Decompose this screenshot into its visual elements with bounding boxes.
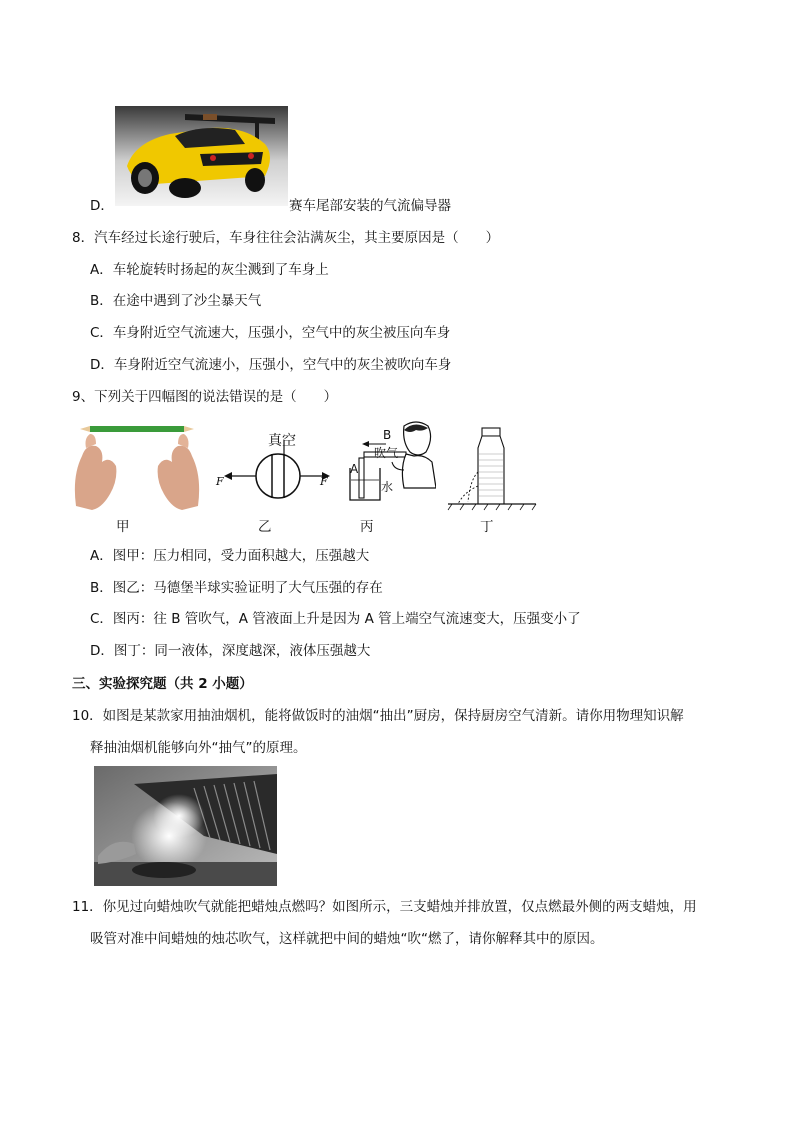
q8-option-b: B．在途中遇到了沙尘暴天气 — [90, 293, 262, 309]
fig-label-jia: 甲 — [116, 519, 130, 535]
q9-option-a: A．图甲：压力相同，受力面积越大，压强越大 — [90, 548, 370, 564]
fig-label-yi: 乙 — [258, 519, 272, 535]
fig-yi-force-right: F — [320, 475, 328, 488]
fig-bing-label-water: 水 — [381, 480, 394, 494]
q11-line1: 11．你见过向蜡烛吹气就能把蜡烛点燃吗？如图所示，三支蜡烛并排放置，仅点燃最外侧的两支蜡烛，用 — [72, 899, 697, 915]
fig-bing-label-b: B — [383, 428, 392, 442]
fig-jia-pencil-hands — [72, 416, 202, 510]
q8-stem: 8．汽车经过长途行驶后，车身往往会沾满灰尘，其主要原因是（ ） — [72, 230, 500, 246]
q8-option-c: C．车身附近空气流速大，压强小，空气中的灰尘被压向车身 — [90, 325, 451, 341]
fig-yi-force-left: F — [216, 475, 224, 488]
range-hood-photo — [94, 766, 277, 886]
q8-option-d: D．车身附近空气流速小，压强小，空气中的灰尘被吹向车身 — [90, 357, 452, 373]
q8-option-a: A．车轮旋转时扬起的灰尘溅到了车身上 — [90, 262, 329, 278]
race-car-photo — [115, 106, 288, 206]
fig-bing-label-a: A — [350, 462, 359, 476]
fig-label-bing: 丙 — [360, 519, 374, 535]
fig-label-ding: 丁 — [480, 519, 494, 535]
q10-line1: 10．如图是某款家用抽油烟机，能将做饭时的油烟“抽出”厨房，保持厨房空气清新。请你用物理知识解 — [72, 708, 684, 724]
fig-bing-label-blow: 吹气 — [374, 446, 399, 460]
q7-option-d-letter: D． — [90, 198, 114, 214]
q9-option-d: D．图丁：同一液体，深度越深，液体压强越大 — [90, 643, 371, 659]
section-heading: 三、实验探究题（共 2 小题） — [72, 676, 253, 692]
q9-stem: 9、下列关于四幅图的说法错误的是（ ） — [72, 389, 338, 405]
q7-option-d-text: 赛车尾部安装的气流偏导器 — [289, 198, 451, 214]
fig-ding-bottle — [444, 424, 544, 512]
q9-option-b: B．图乙：马德堡半球实验证明了大气压强的存在 — [90, 580, 383, 596]
q10-line2: 释抽油烟机能够向外“抽气”的原理。 — [90, 740, 307, 756]
q11-line2: 吸管对准中间蜡烛的烛芯吹气，这样就把中间的蜡烛“吹“燃了，请你解释其中的原因。 — [90, 931, 604, 947]
fig-yi-vacuum-label: 真空 — [268, 433, 296, 449]
q9-option-c: C．图丙：往 B 管吹气，A 管液面上升是因为 A 管上端空气流速变大，压强变小了 — [90, 611, 581, 627]
